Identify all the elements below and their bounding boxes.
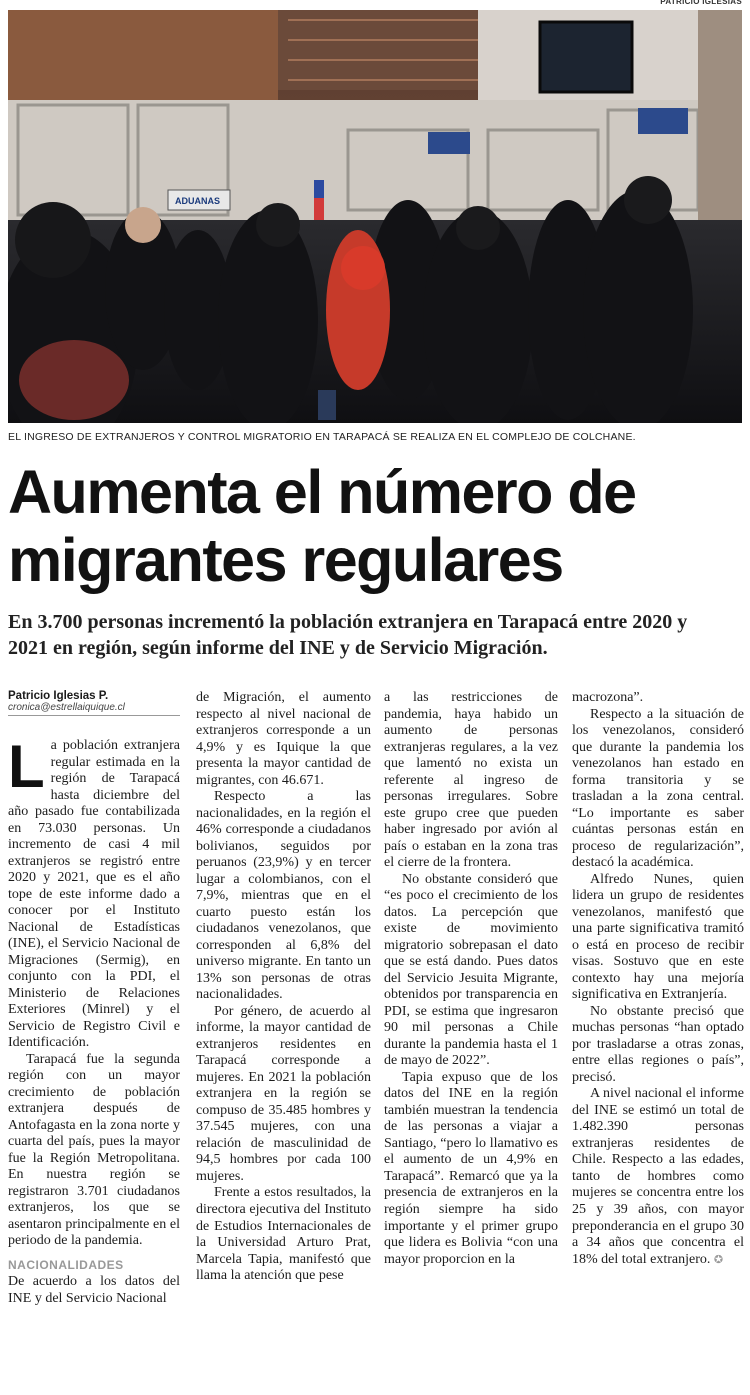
paragraph-text: a población extranjera regular estimada en la región de Tarapacá hasta diciembre del año pasado fue contabilizada en 73.030 personas. Un incremento de casi 4 mil extranjeros se registró entre 2020 y 2021, que es el año tope de este informe dado a conocer por el Instituto Nacional de Estadísticas (INE), el Servicio Nacional de Migraciones (Sermig), en conjunto con la PDI, el Ministerio de Relaciones Exteriores (Minrel) y el Servicio de Registro Civil e Identificación. [8,738,180,1051]
paragraph: Frente a estos resultados, la directora ejecutiva del Instituto de Estudios Internacionales de la Universidad Arturo Prat, Marcela Tapia, manifestó que llama la atención que pese [196,1185,371,1284]
paragraph: macrozona”. [572,690,644,705]
photo-caption: EL INGRESO DE EXTRANJEROS Y CONTROL MIGRATORIO EN TARAPACÁ SE REALIZA EN EL COMPLEJO DE COLCHANE. [8,431,636,443]
subheadline: En 3.700 personas incrementó la población extranjera en Tarapacá entre 2020 y 2021 en región, según informe del INE y de Servicio Migración. [8,611,688,659]
author-name: Patricio Iglesias P. [8,690,109,702]
paragraph: De acuerdo a los datos del INE y del Servicio Nacional [8,1273,180,1306]
section-heading: NACIONALIDADES [8,1257,124,1272]
paragraph: Respecto a la situación de los venezolanos, consideró que durante la pandemia los venezolanos han estado en forma transitoria y se trasladan a la zona central. “Lo importante es saber cuántas personas están en proceso de regularización”, destacó la académica. [572,706,744,871]
paragraph: Respecto a las nacionalidades, en la región el 46% corresponde a ciudadanos bolivianos, seguidos por peruanos (23,9%) y en tercer lugar a colombianos, con el 7,9%, mientras que en el cuarto puesto están los ciudadanos venezolanos, que corresponden al 6,8% del universo migrante. En tanto un 13% son personas de otras nacionalidades. [196,789,371,1003]
paragraph: Tarapacá fue la segunda región con un mayor crecimiento de población extranjera después de Antofagasta en la zona norte y cuarta del país, pues la mayor fue la Región Metropolitana. En nuestra región se registraron 3.701 ciudadanos extranjeros, los que se asentaron principalmente en el periodo de la pandemia. [8,1051,180,1249]
paragraph [8,733,180,1052]
end-mark-icon: ✪ [713,1253,724,1266]
headline: Aumenta el número de migrantes regulares [8,458,636,595]
aduanas-sign: ADUANAS [175,196,220,206]
byline [8,690,180,716]
article-column-4 [572,690,744,1268]
article-column-1 [8,733,180,1307]
article-column-3 [384,690,558,1268]
drop-cap: L [8,733,45,800]
news-photo [8,10,742,423]
paragraph [572,1086,744,1268]
migration-control-photo [8,10,742,423]
paragraph: de Migración, el aumento respecto al nivel nacional de extranjeros corresponde a un 4,9% y es Iquique la que presenta la mayor cantidad de migrantes, con 46.671. [196,690,371,788]
paragraph: No obstante precisó que muchas personas “han optado por trasladarse a otras zonas, entre ellas regiones o país”, precisó. [572,1003,744,1085]
paragraph: a las restricciones de pandemia, haya habido un aumento de personas extranjeras regulares, a la vez que lamentó no exista un referente al ingreso de personas irregulares. Sobre este grupo cree que pueden haber ingresado por avión al país o estaban en la zona tras el cierre de la frontera. [384,690,558,871]
article-column-2 [196,690,371,1285]
paragraph-text: A nivel nacional el informe del INE se estimó un total de 1.482.390 personas extranjeras residentes de Chile. Respecto a las edades, tanto de hombres como mujeres se concentra entre los 25 y 39 años, con mayor preponderancia en el grupo 30 a 34 años que concentra el 18% del total extranjero. [572,1086,744,1267]
paragraph: Tapia expuso que de los datos del INE en la región también muestran la tendencia de las personas a viajar a Santiago, “pero lo llamativo es el aumento de un 4,9% en Tarapacá”. Remarcó que ya la presencia de extranjeros en la región siempre ha sido importante y el primer grupo que lidera es Bolivia “con una mayor proporcion en la [384,1069,558,1267]
author-email[interactable]: cronica@estrellaiquique.cl [8,702,125,713]
photo-credit: PATRICIO IGLESIAS [660,0,742,6]
paragraph: No obstante consideró que “es poco el crecimiento de los datos. La percepción que existe de movimiento migratorio sobrepasan el dato que se está dando. Pues datos del Servicio Jesuita Migrante, obtenidos por transparencia en PDI, se estima que ingresaron 90 mil personas a Chile durante la pandemia hasta el 1 de mayo de 2022”. [384,871,558,1069]
paragraph: Alfredo Nunes, quien lidera un grupo de residentes venezolanos, manifestó que una parte significativa tramitó o está en proceso de recibir visas. Sostuvo que en este contexto hay una mejoría significativa en Extranjería. [572,871,744,1003]
paragraph: Por género, de acuerdo al informe, la mayor cantidad de extranjeros residentes en Tarapacá corresponde a mujeres. En 2021 la población extranjera en la región se compuso de 35.485 hombres y 37.545 mujeres, con una relación de masculinidad de 94,5 hombres por cada 100 mujeres. [196,1003,371,1184]
